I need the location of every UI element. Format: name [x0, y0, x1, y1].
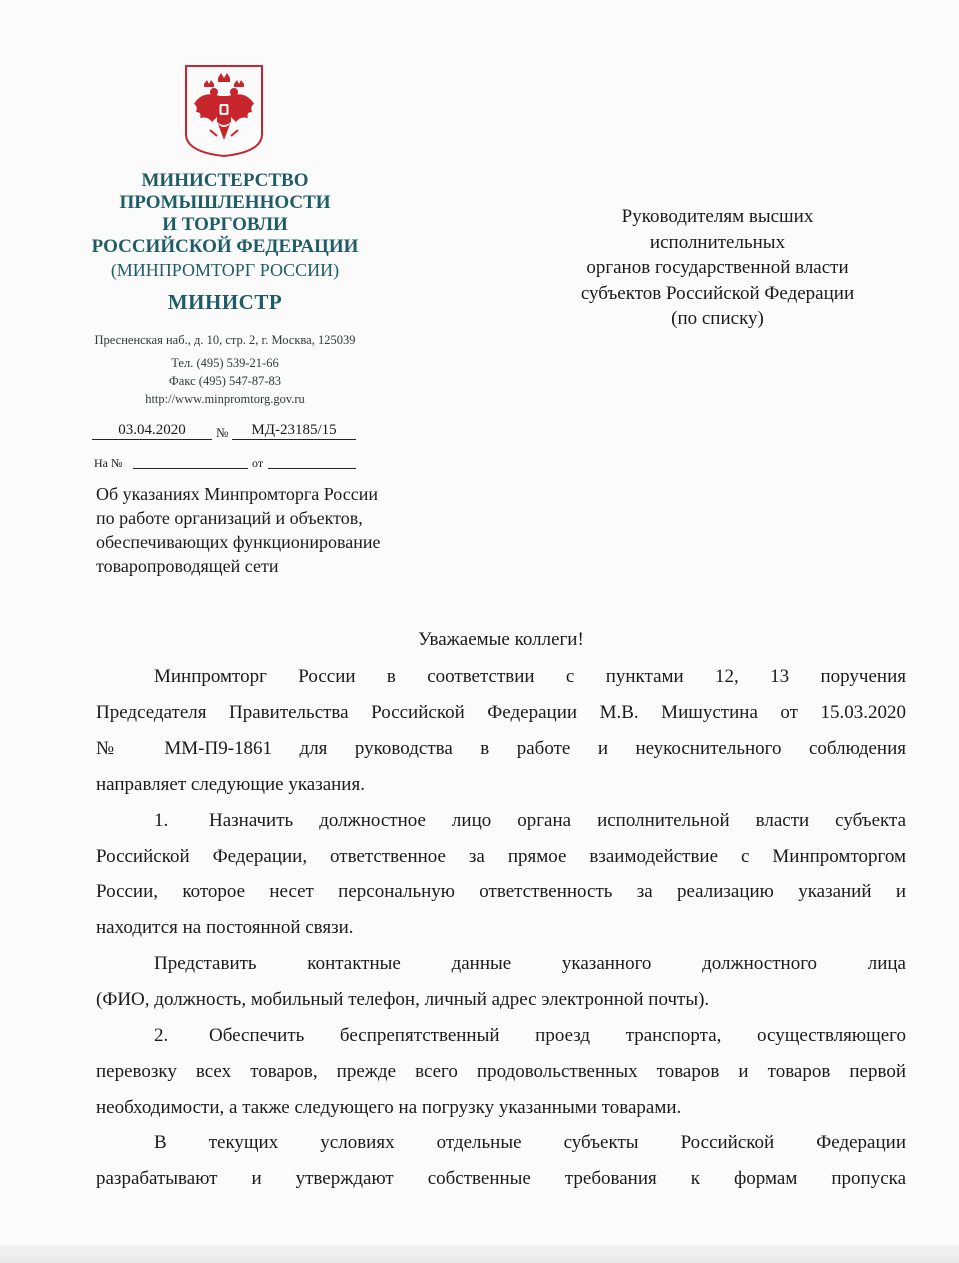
ministry-name [60, 170, 390, 258]
body-line: № ММ-П9-1861 для руководства в работе и неукоснительного соблюдения [96, 738, 906, 759]
list-item-number: 1. [154, 810, 169, 831]
body-line: Минпромторг России в соответствии с пунктами 12, 13 поручения [154, 666, 906, 687]
addressee-line: субъектов Российской Федерации [580, 282, 855, 304]
body-line: необходимости, а также следующего на погрузку указанными товарами. [96, 1097, 682, 1118]
body-line: Представить контактные данные указанного должностного лица [154, 953, 906, 974]
addressee-line: органов государственной власти [586, 257, 849, 278]
body-line: находится на постоянной связи. [96, 917, 354, 938]
ministry-name-line: РОССИЙСКОЙ ФЕДЕРАЦИИ [91, 236, 359, 257]
ministry-name-line: МИНИСТЕРСТВО [141, 170, 309, 191]
addressee-block [545, 204, 890, 332]
ministry-name-line: ПРОМЫШЛЕННОСТИ [119, 192, 331, 213]
subject-line: товаропроводящей сети [96, 556, 279, 576]
website-url: http://www.minpromtorg.gov.ru [145, 392, 305, 406]
body-line: В текущих условиях отдельные субъекты Российской Федерации [154, 1132, 906, 1153]
number-sign: № [216, 425, 229, 440]
body-line: Председателя Правительства Российской Федерации М.В. Мишустина от 15.03.2020 [96, 702, 906, 723]
registration-date: 03.04.2020 [92, 422, 212, 440]
ministry-name-line: И ТОРГОВЛИ [162, 214, 288, 235]
list-item-text: Обеспечить беспрепятственный проезд транспорта, осуществляющего [209, 1025, 906, 1046]
subject-line: обеспечивающих функционирование [96, 532, 381, 552]
postal-address: Пресненская наб., д. 10, стр. 2, г. Москва, 125039 [94, 333, 356, 347]
registration-number: МД-23185/15 [232, 422, 356, 440]
body-line: направляет следующие указания. [96, 774, 365, 795]
signatory-role: МИНИСТР [167, 290, 283, 314]
addressee-line: исполнительных [649, 231, 786, 253]
body-line: Российской Федерации, ответственное за прямое взаимодействие с Минпромторгом [96, 846, 906, 867]
coat-of-arms-icon [184, 64, 264, 158]
list-item-number: 2. [154, 1025, 169, 1046]
incoming-date-blank [268, 468, 356, 469]
list-item-text: Назначить должностное лицо органа исполнительной власти субъекта [209, 810, 906, 831]
phone-number: Тел. (495) 539-21-66 [171, 356, 279, 370]
addressee-line: (по списку) [671, 308, 764, 329]
body-line: разрабатывают и утверждают собственные требования к формам пропуска [96, 1168, 906, 1189]
body-line: (ФИО, должность, мобильный телефон, личный адрес электронной почты). [96, 989, 710, 1010]
fax-number: Факс (495) 547-87-83 [168, 374, 282, 388]
body-line: России, которое несет персональную ответственность за реализацию указаний и [96, 881, 906, 902]
incoming-number-blank [133, 468, 248, 469]
ministry-short-name: (МИНПРОМТОРГ РОССИИ) [110, 260, 340, 280]
addressee-line: Руководителям высших [621, 206, 814, 227]
incoming-date-label: от [252, 456, 264, 470]
body-line: перевозку всех товаров, прежде всего продовольственных товаров и товаров первой [96, 1061, 906, 1082]
page-bottom-edge [0, 1245, 959, 1263]
salutation: Уважаемые коллеги! [418, 629, 584, 650]
letter-subject [96, 482, 446, 578]
incoming-number-label: На № [94, 456, 123, 470]
subject-line: Об указаниях Минпромторга России [96, 484, 378, 504]
subject-line: по работе организаций и объектов, [96, 508, 363, 528]
